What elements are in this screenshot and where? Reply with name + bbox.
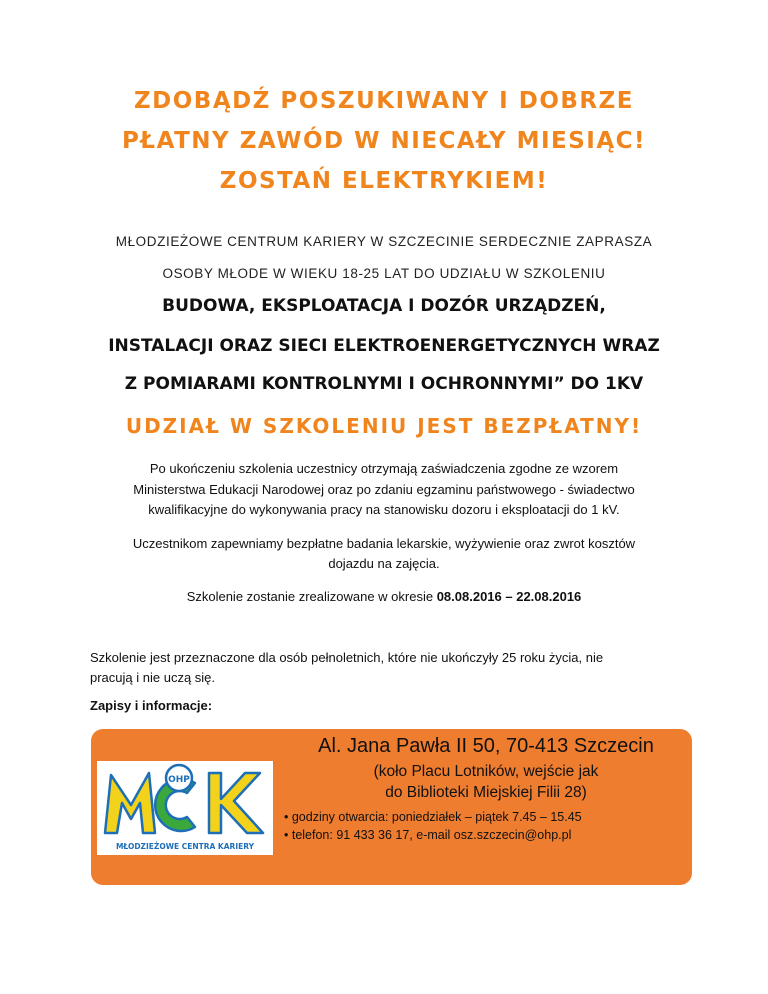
eligibility-line-1: Szkolenie jest przeznaczone dla osób pełnoletnich, które nie ukończyły 25 roku życia, nie	[90, 650, 604, 665]
certificate-line-3: kwalifikacyjne do wykonywania pracy na stanowisku dozoru i eksploatacji do 1 kV.	[148, 502, 620, 517]
certificate-line-2: Ministerstwa Edukacji Narodowej oraz po zdaniu egzaminu państwowego - świadectwo	[133, 482, 635, 497]
training-period-dates: 08.08.2016 – 22.08.2016	[436, 589, 582, 604]
contact-address-note-2: do Biblioteki Miejskiej Filii 28)	[385, 784, 587, 801]
course-title-line-2: INSTALACJI ORAZ SIECI ELEKTROENERGETYCZNYCH WRAZ	[108, 336, 660, 356]
headline-line-3: ZOSTAŃ ELEKTRYKIEM!	[219, 168, 549, 194]
contact-address: Al. Jana Pawła II 50, 70-413 Szczecin	[318, 735, 654, 757]
headline-line-2: PŁATNY ZAWÓD W NIECAŁY MIESIĄC!	[121, 128, 647, 154]
logo-caption: MŁODZIEŻOWE CENTRA KARIERY	[115, 842, 255, 851]
contact-box	[91, 729, 692, 885]
course-title-line-3: Z POMIARAMI KONTROLNYMI I OCHRONNYMI” DO 1KV	[124, 374, 644, 394]
course-title-line-1: BUDOWA, EKSPLOATACJA I DOZÓR URZĄDZEŃ,	[162, 296, 606, 316]
headline-line-1: ZDOBĄDŹ POSZUKIWANY I DOBRZE	[133, 88, 635, 114]
mck-logo	[97, 761, 273, 855]
logo-letter-k	[209, 773, 263, 833]
eligibility-line-2: pracują i nie uczą się.	[90, 670, 216, 685]
benefits-line-1: Uczestnikom zapewniamy bezpłatne badania lekarskie, wyżywienie oraz zwrot kosztów	[132, 536, 636, 551]
contact-hours: • godziny otwarcia: poniedziałek – piątek 7.45 – 15.45	[284, 810, 582, 824]
signup-label: Zapisy i informacje:	[90, 698, 213, 713]
certificate-line-1: Po ukończeniu szkolenia uczestnicy otrzymają zaświadczenia zgodne ze wzorem	[149, 461, 619, 476]
mck-logo-graphic	[97, 761, 273, 855]
intro-line-1: MŁODZIEŻOWE CENTRUM KARIERY W SZCZECINIE SERDECZNIE ZAPRASZA	[115, 234, 653, 249]
training-period	[90, 587, 678, 607]
intro-line-2: OSOBY MŁODE W WIEKU 18-25 LAT DO UDZIAŁU W SZKOLENIU	[162, 266, 606, 281]
benefits-line-2: dojazdu na zajęcia.	[328, 556, 440, 571]
logo-letter-m	[105, 773, 155, 833]
training-period-label: Szkolenie zostanie zrealizowane w okresie	[186, 589, 437, 604]
free-course-banner: UDZIAŁ W SZKOLENIU JEST BEZPŁATNY!	[125, 414, 643, 438]
logo-badge-text: OHP	[168, 775, 190, 785]
contact-phone-email: • telefon: 91 433 36 17, e-mail osz.szczecin@ohp.pl	[284, 828, 572, 842]
contact-address-note-1: (koło Placu Lotników, wejście jak	[373, 763, 599, 780]
